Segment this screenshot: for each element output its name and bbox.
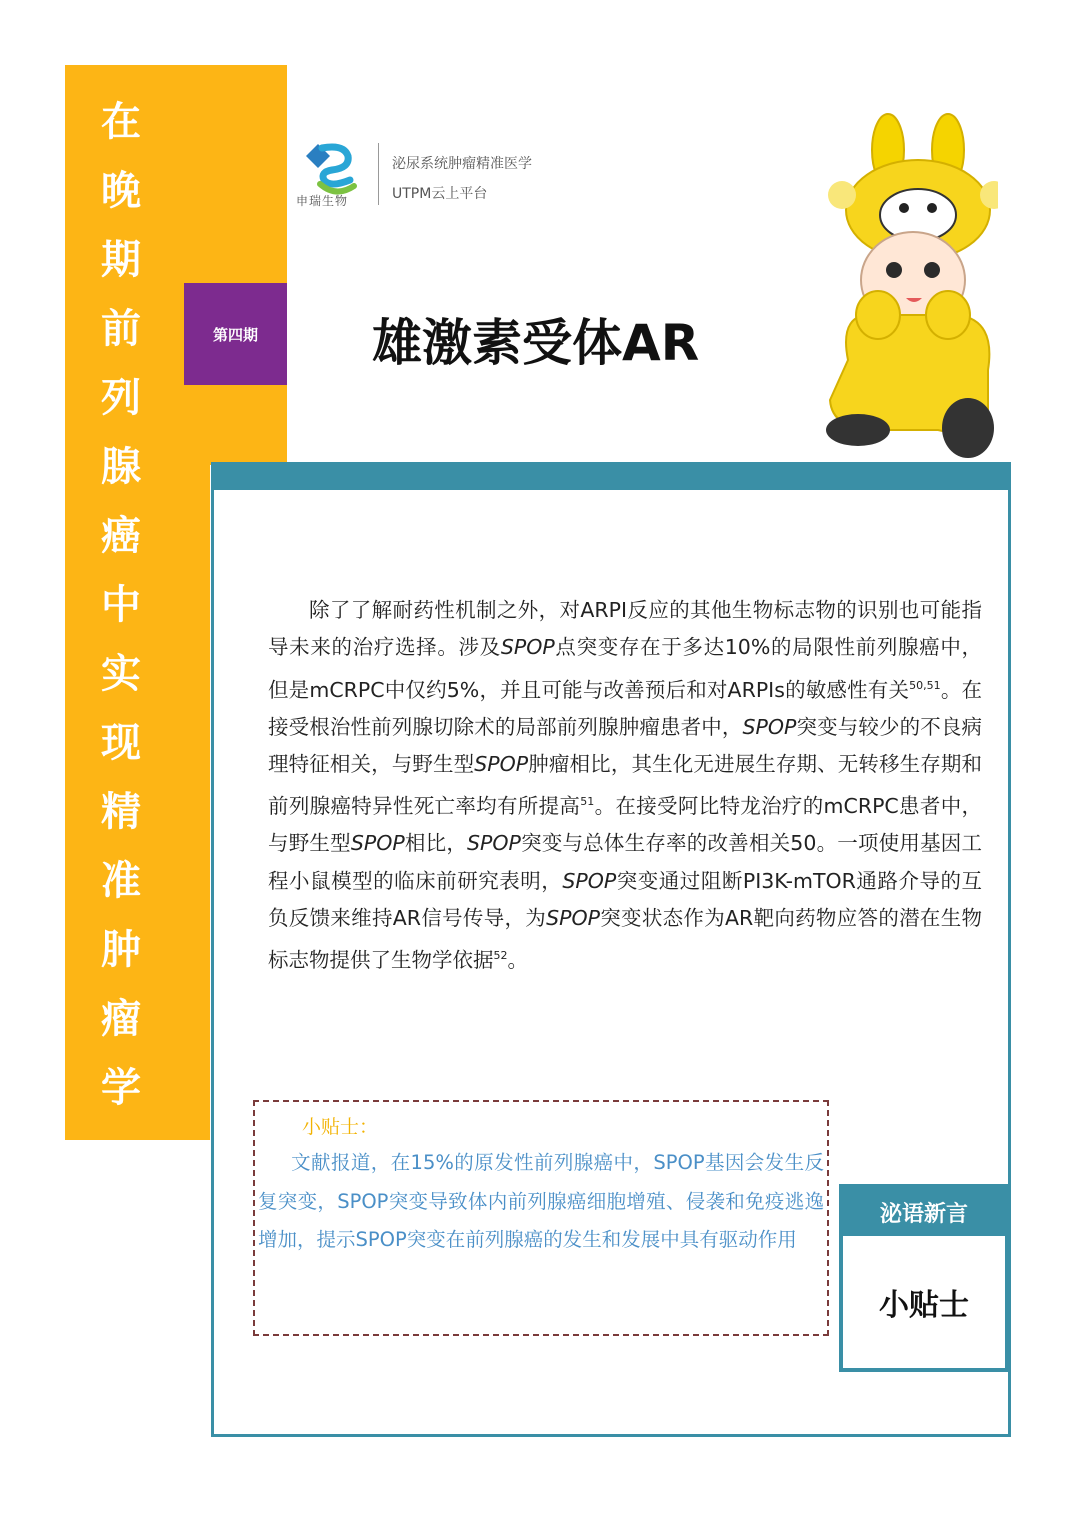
issue-badge: 第四期 [184,283,287,385]
series-title-char: 精 [101,789,141,835]
text-run: 突变与总体生存率的改善相关50。一项使用基因工程小鼠模型的临床前研究表明， [268,831,983,893]
text-run: 。在接受根治性前列腺切除术的局部前列腺肿瘤患者中， [268,677,982,739]
series-title-char: 准 [101,858,141,904]
series-title-char: 前 [101,306,141,352]
text-run: 。在接受阿比特龙治疗的mCRPC患者中，与野生型 [268,794,983,856]
gene-name: SPOP [742,714,797,739]
text-run: 突变通过阻断PI3K-mTOR通路介导的互负反馈来维持AR信号传导，为 [268,868,983,931]
tip-text [258,1144,824,1260]
logo-divider [378,143,379,205]
gene-name: SPOP [500,635,555,660]
series-title-char: 腺 [101,444,141,490]
text-run: 突变与较少的不良病理特征相关，与野生型 [268,714,983,777]
article-body [268,592,982,979]
gene-name: SPOP [546,906,600,931]
text-run: 突变状态作为AR靶向药物应答的潜在生物标志物提供了生物学依据 [268,906,982,973]
series-title-char: 晚 [101,168,141,214]
series-title-char: 列 [101,375,141,421]
article-paragraph [268,592,982,979]
series-title-char: 在 [101,99,141,145]
section-label-head: 泌语新言 [843,1188,1005,1236]
citation: 51 [580,795,595,809]
text-run: 点突变存在于多达10%的局限性前列腺癌中，但是mCRPC中仅约5%，并且可能与改善预后和对ARPIs的敏感性有关 [268,635,982,702]
series-title-char: 中 [101,582,141,628]
citation: 52 [493,949,508,963]
section-label-body: 小贴士 [879,1288,969,1323]
tip-paragraph: 文献报道，在15%的原发性前列腺癌中，SPOP基因会发生反复突变，SPOP突变导致体内前列腺癌细胞增殖、侵袭和免疫逃逸增加，提示SPOP突变在前列腺癌的发生和发展中具有驱动作用 [258,1151,824,1251]
tip-title: 小贴士： [302,1116,379,1138]
text-run: 相比， [404,831,468,856]
series-title-char: 癌 [101,513,141,559]
series-title-char: 瘤 [101,996,141,1042]
text-run: 除了了解耐药性机制之外，对ARPI反应的其他生物标志物的识别也可能指导未来的治疗选择。涉及 [268,598,982,660]
text-run: 。 [507,948,528,973]
citation: 50,51 [909,678,941,692]
series-title-char: 现 [101,720,141,766]
platform-name-line1: 泌尿系统肿瘤精准医学 [392,156,532,172]
gene-name: SPOP [474,752,529,777]
vertical-series-title [65,88,177,1123]
mascot-illustration [818,110,998,465]
gene-name: SPOP [350,831,405,856]
company-name: 申瑞生物 [296,194,349,208]
series-title-char: 期 [101,237,141,283]
gene-name: SPOP [562,868,617,893]
gene-name: SPOP [467,831,521,856]
platform-name-line2: UTPM云上平台 [392,186,488,202]
header-banner-extension [210,65,287,465]
text-run: 肿瘤相比，其生化无进展生存期、无转移生存期和前列腺癌特异性死亡率均有所提高 [268,752,983,819]
page-title: 雄激素受体AR [372,314,700,372]
series-title-char: 学 [101,1065,141,1111]
series-title-char: 实 [101,651,141,697]
section-label-box [839,1184,1009,1372]
series-title-char: 肿 [101,927,141,973]
